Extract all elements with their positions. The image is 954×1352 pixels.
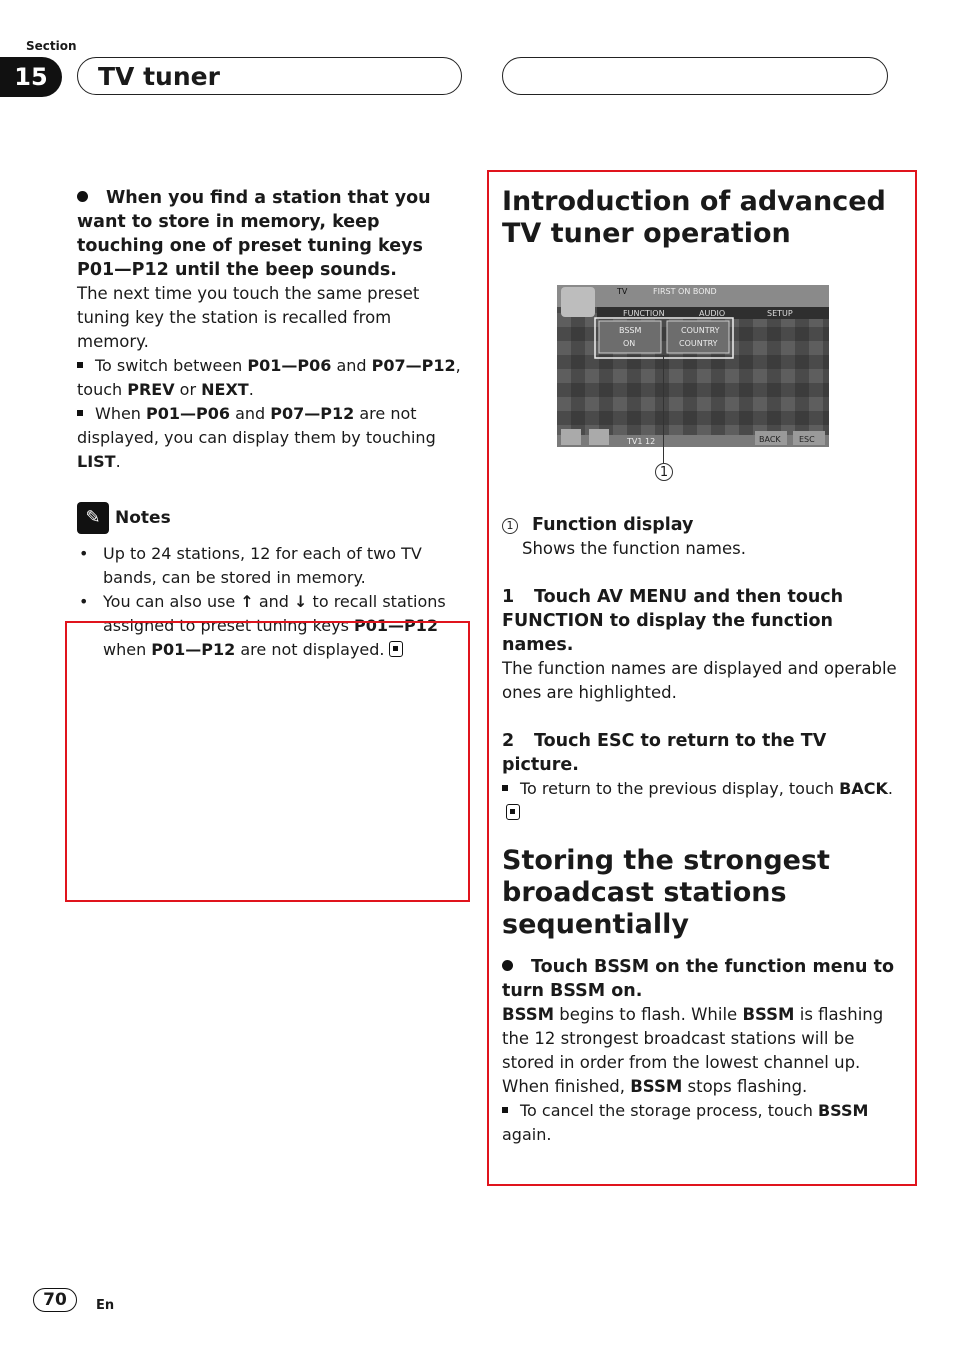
screen-bottom-label: TV1 12 <box>627 437 656 446</box>
tip-list: When P01—P06 and P07—P12 are not displayed, you can display them by touching LIST. <box>77 404 436 471</box>
down-arrow-icon: ↓ <box>294 592 308 611</box>
step-1-body: The function names are displayed and operable ones are highlighted. <box>502 659 897 702</box>
bullet-icon <box>502 960 513 971</box>
note-item: • Up to 24 stations, 12 for each of two TV bands, can be stored in memory. <box>77 542 465 590</box>
svg-text:ON: ON <box>623 339 636 348</box>
note-item: • You can also use ↑ and ↓ to recall stations assigned to preset tuning keys P01—P12 when P01—P12 are not displayed. <box>77 590 465 662</box>
pencil-icon: ✎ <box>77 502 109 534</box>
section-label: Section <box>26 39 77 53</box>
callout-ref: 1 <box>502 518 518 534</box>
empty-header-box <box>502 57 888 95</box>
heading-storing: Storing the strongest broadcast stations sequentially <box>502 845 830 940</box>
bullet-icon <box>77 191 88 202</box>
callout-line <box>663 355 664 463</box>
screen-menu-function: FUNCTION <box>623 309 665 318</box>
tv-tuner-screen-illustration <box>557 285 829 447</box>
screen-top-label: FIRST ON BOND <box>653 287 717 296</box>
step-2-tip: To return to the previous display, touch BACK. <box>502 777 898 825</box>
svg-text:COUNTRY: COUNTRY <box>679 339 718 348</box>
right-column-bssm <box>502 845 898 1147</box>
item-function-desc: Shows the function names. <box>522 539 746 558</box>
section-number: 15 <box>0 57 62 97</box>
section-title: TV tuner <box>98 62 220 91</box>
left-column <box>77 186 465 662</box>
body-text: The next time you touch the same preset tuning key the station is recalled from memory. <box>77 284 420 351</box>
square-bullet-icon <box>502 785 508 791</box>
step-1-title: 1 Touch AV MENU and then touch FUNCTION to display the function names. <box>502 587 844 655</box>
right-column-steps <box>502 513 898 825</box>
square-bullet-icon <box>77 410 83 416</box>
red-frame-left <box>65 621 470 902</box>
step-2-title: 2 Touch ESC to return to the TV picture. <box>502 731 827 775</box>
screen-up-arrow-icon <box>589 429 609 445</box>
screen-source-icon <box>561 287 595 317</box>
square-bullet-icon <box>77 362 83 368</box>
notes-header <box>77 502 465 534</box>
page-number: 70 <box>33 1288 77 1312</box>
up-arrow-icon: ↑ <box>240 592 254 611</box>
tip-cancel: To cancel the storage process, touch BSSM again. <box>502 1101 869 1144</box>
right-column <box>502 186 898 250</box>
bssm-body: BSSM begins to flash. While BSSM is flashing the 12 strongest broadcast stations will be stored in order from the lowest channel up. When finished, BSSM stops flashing. <box>502 1005 884 1096</box>
section-title-box <box>77 57 462 95</box>
screen-tv-logo: TV <box>617 287 628 296</box>
lead-bssm: Touch BSSM on the function menu to turn BSSM on. <box>502 957 894 1001</box>
item-function-display: 1 Function display <box>502 513 898 537</box>
lead-instruction: When you find a station that you want to store in memory, keep touching one of preset tuning keys P01—P12 until the beep sounds. <box>77 188 431 280</box>
tip-switch: To switch between P01—P06 and P07—P12, touch PREV or NEXT. <box>77 356 461 399</box>
svg-text:BACK: BACK <box>759 435 781 444</box>
heading-introduction: Introduction of advanced TV tuner operation <box>502 186 886 249</box>
square-bullet-icon <box>502 1107 508 1113</box>
screen-menu-audio: AUDIO <box>699 309 726 318</box>
callout-number: 1 <box>655 463 673 481</box>
svg-text:BSSM: BSSM <box>619 326 642 335</box>
language-label: En <box>96 1298 115 1313</box>
screen-menu-setup: SETUP <box>767 309 793 318</box>
svg-text:ESC: ESC <box>799 435 815 444</box>
screen-down-arrow-icon <box>561 429 581 445</box>
svg-text:COUNTRY: COUNTRY <box>681 326 720 335</box>
end-mark-icon <box>506 804 520 820</box>
notes-title: Notes <box>115 508 171 528</box>
